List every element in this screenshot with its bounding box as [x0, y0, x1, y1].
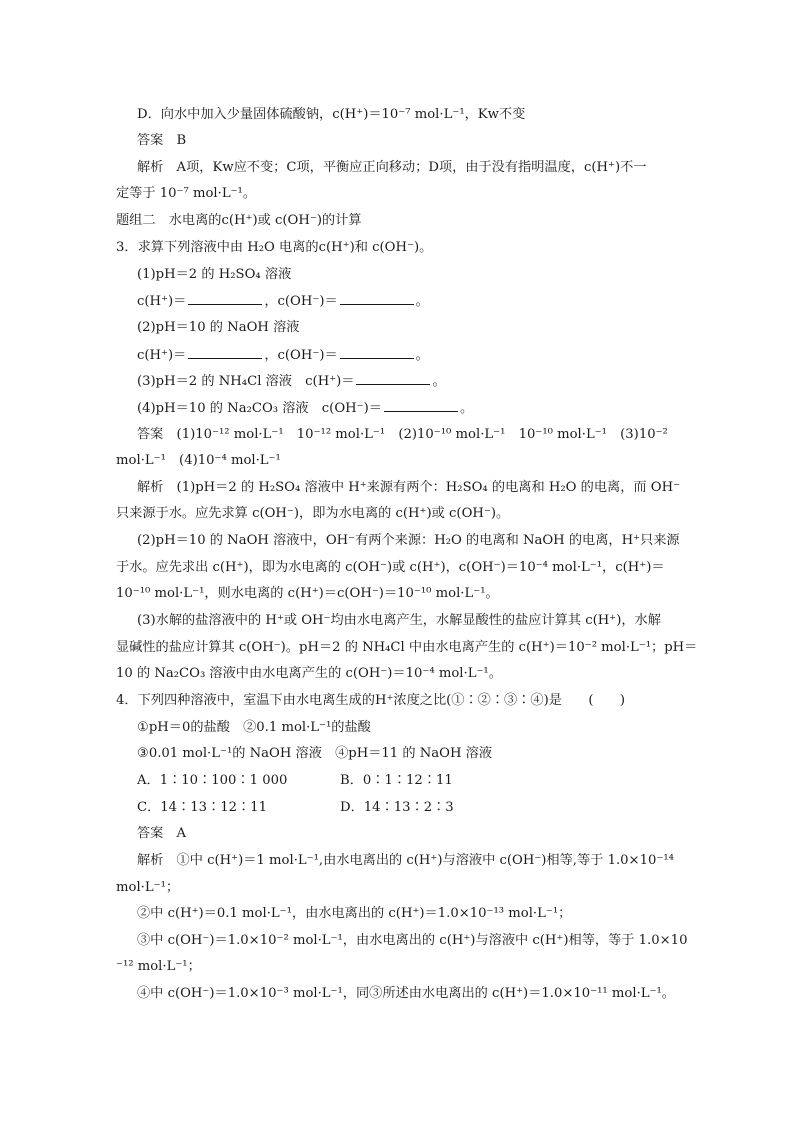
answer-blank[interactable] [340, 346, 414, 359]
question-4-item: ③0.01 mol·L⁻¹的 NaOH 溶液 ④pH＝11 的 NaOH 溶液 [137, 746, 493, 761]
answer-blank[interactable] [188, 292, 262, 305]
question-4-item: ①pH＝0的盐酸 ②0.1 mol·L⁻¹的盐酸 [137, 720, 371, 735]
answer-line: 答案 B [137, 133, 187, 148]
fill-label: 。 [459, 401, 474, 416]
fill-label: 。 [432, 374, 446, 389]
analysis-line: 于水。应先求出 c(H⁺)，即为水电离的 c(OH⁻)或 c(H⁺)，c(OH⁻)＝10⁻⁴ mol·L⁻¹，c(H⁺)＝ [116, 560, 665, 575]
analysis-line: 10⁻¹⁰ mol·L⁻¹，则水电离的 c(H⁺)＝c(OH⁻)＝10⁻¹⁰ mol·L⁻¹。 [116, 586, 499, 601]
fill-in-line [137, 292, 429, 311]
fill-label: ，c(OH⁻)＝ [264, 348, 338, 363]
fill-label: 。 [415, 294, 429, 309]
section-heading: 题组二 水电离的c(H⁺)或 c(OH⁻)的计算 [116, 213, 362, 228]
analysis-line: ④中 c(OH⁻)＝1.0×10⁻³ mol·L⁻¹，同③所述由水电离出的 c(H⁺)＝1.0×10⁻¹¹ mol·L⁻¹。 [137, 986, 675, 1001]
answer-line: 答案 A [137, 826, 187, 841]
answer-line: 答案 (1)10⁻¹² mol·L⁻¹ 10⁻¹² mol·L⁻¹ (2)10⁻¹⁰ mol·L⁻¹ 10⁻¹⁰ mol·L⁻¹ (3)10⁻² [137, 427, 668, 442]
analysis-line: 解析 A项，Kw应不变；C项，平衡应正向移动；D项，由于没有指明温度，c(H⁺)不一 [137, 160, 647, 175]
analysis-line: 10 的 Na₂CO₃ 溶液中由水电离产生的 c(OH⁻)＝10⁻⁴ mol·L⁻¹。 [116, 666, 502, 681]
analysis-line: 定等于 10⁻⁷ mol·L⁻¹。 [116, 186, 257, 201]
question-3-part-4 [137, 399, 473, 418]
question-3-stem: 3．求算下列溶液中由 H₂O 电离的c(H⁺)和 c(OH⁻)。 [116, 240, 433, 255]
analysis-line: (3)水解的盐溶液中的 H⁺或 OH⁻均由水电离产生，水解显酸性的盐应计算其 c(H⁺)，水解 [137, 613, 661, 628]
question-3-part-1: (1)pH＝2 的 H₂SO₄ 溶液 [137, 267, 292, 282]
analysis-line: mol·L⁻¹； [116, 880, 180, 895]
fill-label: c(H⁺)＝ [137, 348, 187, 363]
question-3-part-3 [137, 372, 446, 391]
fill-in-line [137, 346, 429, 365]
fill-label: (3)pH＝2 的 NH₄Cl 溶液 c(H⁺)＝ [137, 374, 355, 389]
fill-label: c(H⁺)＝ [137, 294, 187, 309]
question-3-part-2: (2)pH＝10 的 NaOH 溶液 [137, 320, 300, 335]
option-a[interactable]: A．1∶10∶100∶1 000 [137, 773, 288, 788]
option-b[interactable]: B．0∶1∶12∶11 [340, 773, 453, 788]
analysis-line: 只来源于水。应先求算 c(OH⁻)，即为水电离的 c(H⁺)或 c(OH⁻)。 [116, 506, 510, 521]
fill-label: (4)pH＝10 的 Na₂CO₃ 溶液 c(OH⁻)＝ [137, 401, 382, 416]
analysis-line: 显碱性的盐应计算其 c(OH⁻)。pH＝2 的 NH₄Cl 中由水电离产生的 c(H⁺)＝10⁻² mol·L⁻¹；pH＝ [116, 640, 698, 655]
question-4-stem: 4．下列四种溶液中，室温下由水电离生成的H⁺浓度之比(①∶②∶③∶④)是 ( ) [116, 693, 625, 708]
analysis-line: 解析 (1)pH＝2 的 H₂SO₄ 溶液中 H⁺来源有两个：H₂SO₄ 的电离和 H₂O 的电离，而 OH⁻ [137, 480, 681, 495]
answer-blank[interactable] [188, 346, 262, 359]
fill-label: 。 [415, 348, 429, 363]
analysis-line: (2)pH＝10 的 NaOH 溶液中，OH⁻有两个来源：H₂O 的电离和 NaOH 的电离，H⁺只来源 [137, 533, 680, 548]
answer-blank[interactable] [384, 399, 458, 412]
option-d[interactable]: D．14∶13∶2∶3 [340, 800, 454, 815]
answer-blank[interactable] [340, 292, 414, 305]
answer-line: mol·L⁻¹ (4)10⁻⁴ mol·L⁻¹ [116, 453, 281, 468]
fill-label: ，c(OH⁻)＝ [264, 294, 338, 309]
answer-blank[interactable] [356, 372, 430, 385]
analysis-line: 解析 ①中 c(H⁺)＝1 mol·L⁻¹,由水电离出的 c(H⁺)与溶液中 c(OH⁻)相等,等于 1.0×10⁻¹⁴ [137, 853, 674, 868]
analysis-line: ②中 c(H⁺)＝0.1 mol·L⁻¹，由水电离出的 c(H⁺)＝1.0×10⁻¹³ mol·L⁻¹； [137, 906, 572, 921]
analysis-line: ③中 c(OH⁻)＝1.0×10⁻² mol·L⁻¹，由水电离出的 c(H⁺)与溶液中 c(H⁺)相等，等于 1.0×10 [137, 933, 688, 948]
option-c[interactable]: C．14∶13∶12∶11 [137, 800, 267, 815]
option-d-line: D．向水中加入少量固体硫酸钠，c(H⁺)＝10⁻⁷ mol·L⁻¹，Kw不变 [137, 107, 526, 122]
analysis-line: ⁻¹² mol·L⁻¹； [116, 959, 201, 974]
